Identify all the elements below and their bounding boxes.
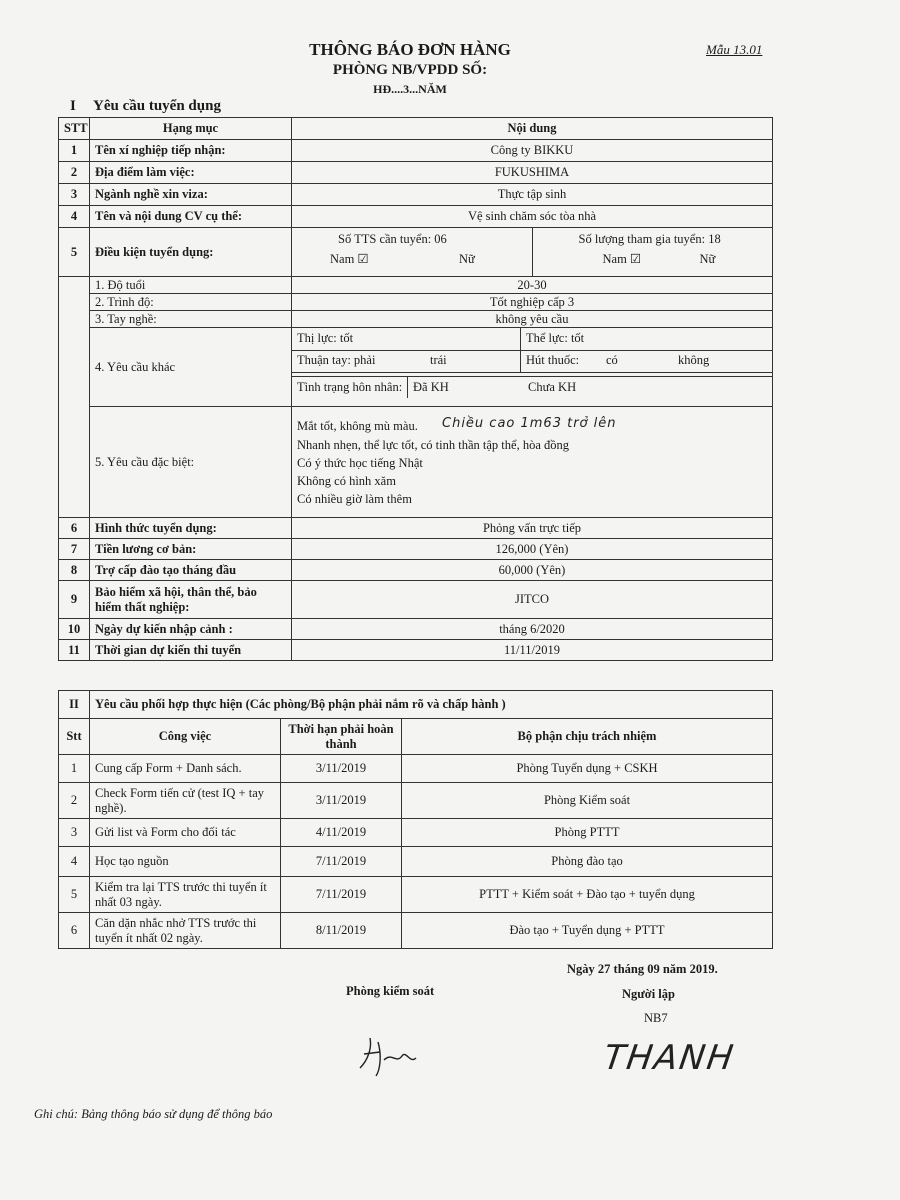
author-code: NB7 bbox=[644, 1011, 668, 1025]
row-deadline: 7/11/2019 bbox=[281, 877, 402, 913]
col-stt-header: STT bbox=[59, 118, 90, 140]
section2-heading: Yêu cầu phối hợp thực hiện (Các phòng/Bộ phận phải nắm rõ và chấp hành ) bbox=[90, 691, 773, 719]
age-row bbox=[59, 277, 773, 294]
row-value: 11/11/2019 bbox=[292, 640, 773, 661]
marital-single: Chưa KH bbox=[528, 380, 577, 394]
row-label: Ngày dự kiến nhập cảnh : bbox=[90, 619, 292, 640]
row-stt: 3 bbox=[59, 184, 90, 206]
other-requirements-row bbox=[59, 328, 773, 407]
smoking-no: không bbox=[678, 353, 710, 367]
table-row bbox=[59, 206, 773, 228]
required-male-checkbox: Nam ☑ bbox=[330, 252, 369, 266]
row-stt: 1 bbox=[59, 140, 90, 162]
col-dept-header: Bộ phận chịu trách nhiệm bbox=[402, 719, 773, 755]
row-label: Trợ cấp đào tạo tháng đầu bbox=[90, 560, 292, 581]
table-row bbox=[59, 162, 773, 184]
row-value: Thực tập sinh bbox=[292, 184, 773, 206]
row-dept: Đào tạo + Tuyển dụng + PTTT bbox=[402, 913, 773, 949]
row-dept: Phòng Kiểm soát bbox=[402, 783, 773, 819]
row-label: Thời gian dự kiến thi tuyển bbox=[90, 640, 292, 661]
table-header-row bbox=[59, 118, 773, 140]
row-stt: 1 bbox=[59, 755, 90, 783]
row-deadline: 4/11/2019 bbox=[281, 819, 402, 847]
participant-count: Số lượng tham gia tuyển: 18 bbox=[578, 232, 721, 246]
row-deadline: 7/11/2019 bbox=[281, 847, 402, 877]
row-stt: 6 bbox=[59, 913, 90, 949]
requirements-table bbox=[58, 117, 773, 661]
row-deadline: 3/11/2019 bbox=[281, 755, 402, 783]
handedness-value: Thuận tay: phải bbox=[297, 353, 376, 367]
participant-male-checkbox: Nam ☑ bbox=[602, 252, 642, 266]
row-stt: 6 bbox=[59, 518, 90, 539]
row-stt: 2 bbox=[59, 162, 90, 184]
section2-header-row bbox=[59, 719, 773, 755]
col-item-header: Hạng mục bbox=[90, 118, 292, 140]
row-stt: 3 bbox=[59, 819, 90, 847]
special-line: Có ý thức học tiếng Nhật bbox=[297, 456, 423, 470]
row-label: Tên và nội dung CV cụ thể: bbox=[90, 206, 292, 228]
row-stt: 9 bbox=[59, 581, 90, 619]
row-label: Tên xí nghiệp tiếp nhận: bbox=[90, 140, 292, 162]
row-value: FUKUSHIMA bbox=[292, 162, 773, 184]
row-stt: 4 bbox=[59, 206, 90, 228]
section2-heading-row bbox=[59, 691, 773, 719]
special-line: Mắt tốt, không mù màu. bbox=[297, 419, 418, 433]
col-task-header: Công việc bbox=[90, 719, 281, 755]
row-dept: PTTT + Kiểm soát + Đào tạo + tuyển dụng bbox=[402, 877, 773, 913]
row-dept: Phòng Tuyển dụng + CSKH bbox=[402, 755, 773, 783]
education-row bbox=[59, 294, 773, 311]
row-value: Công ty BIKKU bbox=[292, 140, 773, 162]
participant-female-checkbox: Nữ bbox=[699, 252, 716, 266]
education-label: 2. Trình độ: bbox=[90, 294, 292, 311]
table-row bbox=[59, 913, 773, 949]
handwritten-height-note: Chiều cao 1m63 trở lên bbox=[442, 416, 617, 431]
special-requirements-row bbox=[59, 407, 773, 518]
control-dept-title: Phòng kiểm soát bbox=[346, 984, 435, 998]
row-stt: 2 bbox=[59, 783, 90, 819]
fitness-value: Thể lực: tốt bbox=[526, 331, 585, 345]
marital-status-label: Tình trạng hôn nhân: bbox=[297, 380, 403, 394]
row-stt: 11 bbox=[59, 640, 90, 661]
row-deadline: 8/11/2019 bbox=[281, 913, 402, 949]
row-value: 60,000 (Yên) bbox=[292, 560, 773, 581]
row-deadline: 3/11/2019 bbox=[281, 783, 402, 819]
required-female-checkbox: Nữ bbox=[459, 252, 475, 266]
row-label: Địa điểm làm việc: bbox=[90, 162, 292, 184]
skill-row bbox=[59, 311, 773, 328]
table-row bbox=[59, 847, 773, 877]
signing-date: Ngày 27 tháng 09 năm 2019. bbox=[567, 962, 718, 976]
row-label: Bảo hiểm xã hội, thân thể, bảo hiểm thất nghiệp: bbox=[90, 581, 292, 619]
row-value: 126,000 (Yên) bbox=[292, 539, 773, 560]
row-stt: 8 bbox=[59, 560, 90, 581]
table-row bbox=[59, 140, 773, 162]
row-task: Học tạo nguồn bbox=[90, 847, 281, 877]
row-value: Vệ sinh chăm sóc tòa nhà bbox=[292, 206, 773, 228]
row-stt: 5 bbox=[59, 228, 90, 277]
other-requirements-label: 4. Yêu cầu khác bbox=[90, 328, 292, 407]
row-task: Cung cấp Form + Danh sách. bbox=[90, 755, 281, 783]
skill-label: 3. Tay nghề: bbox=[90, 311, 292, 328]
recruitment-conditions-row bbox=[59, 228, 773, 277]
document-number: HĐ....3...NĂM bbox=[373, 82, 447, 96]
col-content-header: Nội dung bbox=[292, 118, 773, 140]
row-task: Kiểm tra lại TTS trước thi tuyển ít nhất 03 ngày. bbox=[90, 877, 281, 913]
document-subtitle: PHÒNG NB/VPDD SỐ: bbox=[332, 62, 488, 78]
row-task: Check Form tiến cử (test IQ + tay nghề). bbox=[90, 783, 281, 819]
smoking-yes: có bbox=[606, 353, 618, 367]
table-row bbox=[59, 640, 773, 661]
smoking-label: Hút thuốc: bbox=[526, 353, 580, 367]
row-dept: Phòng đào tạo bbox=[402, 847, 773, 877]
skill-value: không yêu cầu bbox=[292, 311, 773, 328]
special-requirements-label: 5. Yêu cầu đặc biệt: bbox=[90, 407, 292, 518]
signature-right: THANH bbox=[601, 1038, 738, 1078]
document-title: THÔNG BÁO ĐƠN HÀNG bbox=[309, 40, 511, 59]
col-deadline-header: Thời hạn phải hoàn thành bbox=[281, 719, 402, 755]
special-line: Không có hình xăm bbox=[297, 474, 396, 488]
vision-value: Thị lực: tốt bbox=[297, 331, 354, 345]
table-row bbox=[59, 755, 773, 783]
row-stt: 4 bbox=[59, 847, 90, 877]
row-value: tháng 6/2020 bbox=[292, 619, 773, 640]
row-task: Căn dặn nhắc nhở TTS trước thi tuyển ít nhất 02 ngày. bbox=[90, 913, 281, 949]
section2-number: II bbox=[59, 691, 90, 719]
row-dept: Phòng PTTT bbox=[402, 819, 773, 847]
table-row bbox=[59, 877, 773, 913]
row-stt: 7 bbox=[59, 539, 90, 560]
required-count-cell bbox=[292, 228, 533, 276]
row-value: Phỏng vấn trực tiếp bbox=[292, 518, 773, 539]
row-task: Gửi list và Form cho đối tác bbox=[90, 819, 281, 847]
coordination-table bbox=[58, 690, 773, 949]
row-value: JITCO bbox=[292, 581, 773, 619]
section1-heading: Yêu cầu tuyển dụng bbox=[93, 98, 221, 114]
age-label: 1. Độ tuổi bbox=[90, 277, 292, 294]
section1-number: I bbox=[70, 98, 76, 114]
author-title: Người lập bbox=[622, 987, 675, 1001]
education-value: Tốt nghiệp cấp 3 bbox=[292, 294, 773, 311]
row-label: Điều kiện tuyển dụng: bbox=[90, 228, 292, 277]
table-row bbox=[59, 783, 773, 819]
row-stt: 5 bbox=[59, 877, 90, 913]
age-value: 20-30 bbox=[292, 277, 773, 294]
table-row bbox=[59, 560, 773, 581]
table-row bbox=[59, 184, 773, 206]
footnote: Ghi chú: Bảng thông báo sử dụng để thông báo bbox=[34, 1107, 273, 1121]
participant-count-cell bbox=[533, 228, 773, 276]
table-row bbox=[59, 819, 773, 847]
required-count: Số TTS cần tuyển: 06 bbox=[338, 232, 447, 246]
table-row bbox=[59, 581, 773, 619]
form-number: Mẫu 13.01 bbox=[706, 42, 763, 57]
table-row bbox=[59, 539, 773, 560]
col-stt-header: Stt bbox=[59, 719, 90, 755]
signature-left-image bbox=[350, 1030, 430, 1080]
row-label: Ngành nghề xin viza: bbox=[90, 184, 292, 206]
row-label: Hình thức tuyển dụng: bbox=[90, 518, 292, 539]
row-label: Tiền lương cơ bản: bbox=[90, 539, 292, 560]
row-stt: 10 bbox=[59, 619, 90, 640]
table-row bbox=[59, 518, 773, 539]
handedness-alt: trái bbox=[430, 353, 447, 367]
table-row bbox=[59, 619, 773, 640]
marital-married: Đã KH bbox=[413, 380, 449, 394]
special-line: Có nhiều giờ làm thêm bbox=[297, 492, 412, 506]
special-line: Nhanh nhẹn, thể lực tốt, có tinh thần tập thể, hòa đồng bbox=[297, 438, 569, 452]
